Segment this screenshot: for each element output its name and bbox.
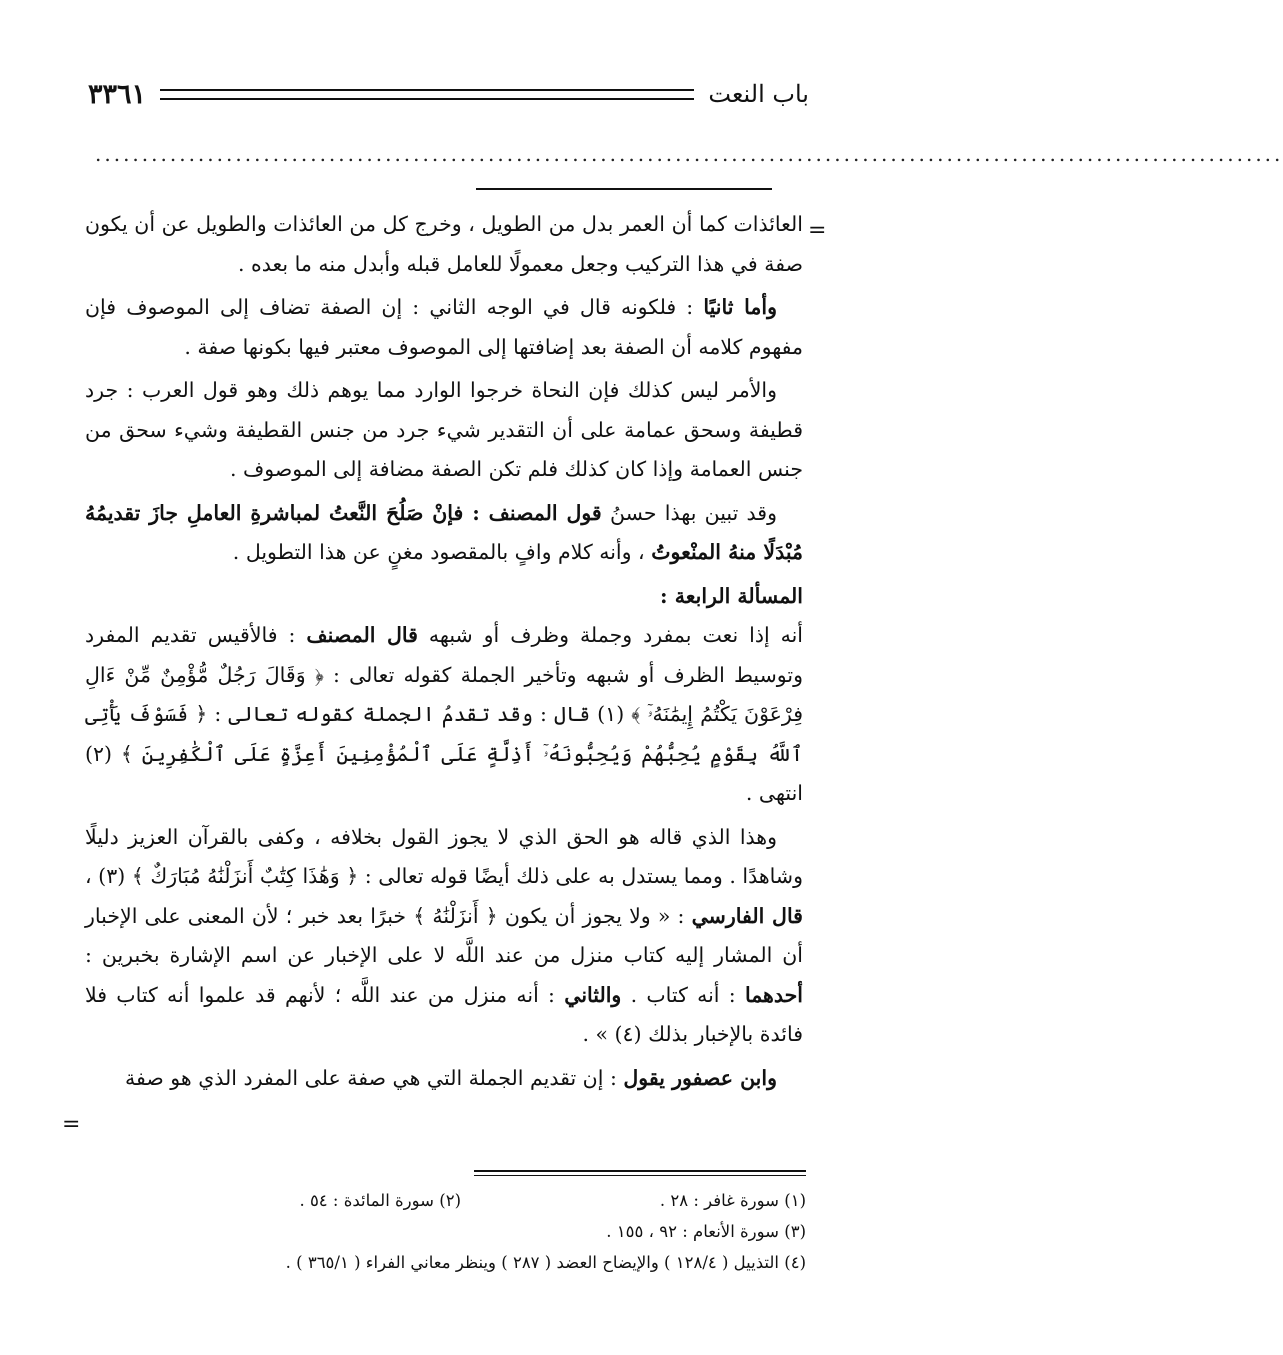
paragraph-7-text: : إن تقديم الجملة التي هي صفة على المفرد الذي هو صفة (125, 1065, 624, 1090)
page-number: ٣٣٦١ (88, 78, 147, 110)
paragraph-7 (85, 1059, 803, 1099)
paragraph-6-end: : أنه منزل من عند اللَّه ؛ لأنهم قد علموا أنه كتاب فلا فائدة بالإخبار بذلك (٤) » . (85, 982, 803, 1046)
footnote-row (90, 1185, 806, 1216)
paragraph-3: والأمر ليس كذلك فإن النحاة خرجوا الوارد مما يوهم ذلك وهو قول العرب : جرد قطيفة وسحق عمامة على أن التقدير شيء جرد من جنس القطيفة وشيء سحق من جنس العمامة وإذا كان كذلك فلم تكن الصفة مضافة إلى الموصوف . (85, 378, 803, 481)
chapter-title: باب النعت (708, 80, 809, 108)
continuation-mark-top: = (808, 218, 827, 243)
paragraph-1: العائذات كما أن العمر بدل من الطويل ، وخرج كل من العائذات والطويل عن أن يكون صفة في هذا التركيب وجعل معمولًا للعامل قبله وأبدل منه ما بعده . (85, 212, 803, 276)
first-point: أحدهما (744, 982, 803, 1007)
section-rule (476, 188, 772, 190)
paragraph-6-mid: : « ولا يجوز أن يكون ﴿ أَنزَلْنَٰهُ ﴾ خبرًا بعد خبر ؛ لأن المعنى على الإخبار أن المشار إليه كتاب منزل من عند اللَّه لا على الإخبار عن اسم الإشارة بخبرين : (85, 903, 803, 967)
author-quote: قول المصنف : فإنْ صَلُحَ النَّعتُ لمباشرةِ العاملِ جازَ تقديمُهُ مُبْدَلًا منهُ المنْعوتُ (85, 500, 803, 564)
footnote-4: (٤) التذييل ( ١٢٨/٤ ) والإيضاح العضد ( ٢٨٧ ) وينظر معاني الفراء ( ٣٦٥/١ ) . (285, 1253, 806, 1272)
author-attribution: قال المصنف (306, 623, 418, 647)
paragraph-2-lead: وأما ثانيًا (703, 295, 777, 319)
paragraph-5-end: : فالأقيس تقديم المفرد وتوسيط الظرف أو شبهه وتأخير الجملة كقوله تعالى : ﴿ وَقَالَ رَجُلٌ مُّؤْمِنٌ مِّنْ ءَالِ فِرْعَوْنَ يَكْتُمُ إِيمَٰنَهُۥٓ ﴾ (١) قال : وقد تقدمُ الجملة كقوله تعالى : ﴿ فَسَوْفَ يَأْتِى ٱللَّهُ بِقَوْمٍ يُحِبُّهُمْ وَيُحِبُّونَهُۥٓ أَذِلَّةٍ عَلَى ٱلْمُؤْمِنِينَ أَعِزَّةٍ عَلَى ٱلْكَٰفِرِينَ ﴾ (٢) انتهى . (85, 623, 804, 805)
farisi-attribution: قال الفارسي (691, 903, 803, 928)
footnote-rule (474, 1170, 806, 1172)
second-point: والثاني (564, 982, 622, 1007)
dotted-separator: ............................................................................................................................... (95, 142, 1283, 166)
main-text (85, 205, 803, 1102)
paragraph-5-start: أنه إذا نعت بمفرد وجملة وظرف أو شبهه (417, 623, 804, 647)
footnote-1: (١) سورة غافر : ٢٨ . (659, 1191, 806, 1210)
paragraph-6-start: وهذا الذي قاله هو الحق الذي لا يجوز القول بخلافه ، وكفى بالقرآن العزيز دليلًا وشاهدًا . ومما يستدل به على ذلك أيضًا قوله تعالى : ﴿ وَهَٰذَا كِتَٰبٌ أَنزَلْنَٰهُ مُبَارَكٌ ﴾ (٣) ، (85, 824, 803, 888)
section-heading: المسألة الرابعة : (660, 583, 803, 608)
ibn-usfur-attribution: وابن عصفور يقول (623, 1065, 777, 1090)
footnote-3: (٣) سورة الأنعام : ٩٢ ، ١٥٥ . (606, 1222, 806, 1241)
running-header (88, 70, 809, 118)
paragraph-2-text: : فلكونه قال في الوجه الثاني : إن الصفة تضاف إلى الموصوف فإن مفهوم كلامه أن الصفة بعد إضافتها إلى الموصوف معتبر فيها بكونها صفة . (85, 295, 803, 359)
paragraph-6-mid2: : أنه كتاب . (621, 982, 745, 1007)
paragraph-5 (85, 616, 803, 814)
paragraph-4 (85, 494, 803, 573)
paragraph-4-end: ، وأنه كلام وافٍ بالمقصود مغنٍ عن هذا التطويل . (232, 540, 652, 564)
footnote-rule-thin (474, 1175, 806, 1176)
header-double-rule (160, 89, 694, 100)
paragraph-2 (85, 288, 803, 367)
paragraph-4-start: وقد تبين بهذا حسنُ (601, 500, 778, 525)
footnote-2: (٢) سورة المائدة : ٥٤ . (299, 1191, 461, 1210)
paragraph-6 (85, 818, 803, 1055)
footnotes (90, 1185, 806, 1278)
continuation-mark-bottom: = (62, 1112, 81, 1137)
